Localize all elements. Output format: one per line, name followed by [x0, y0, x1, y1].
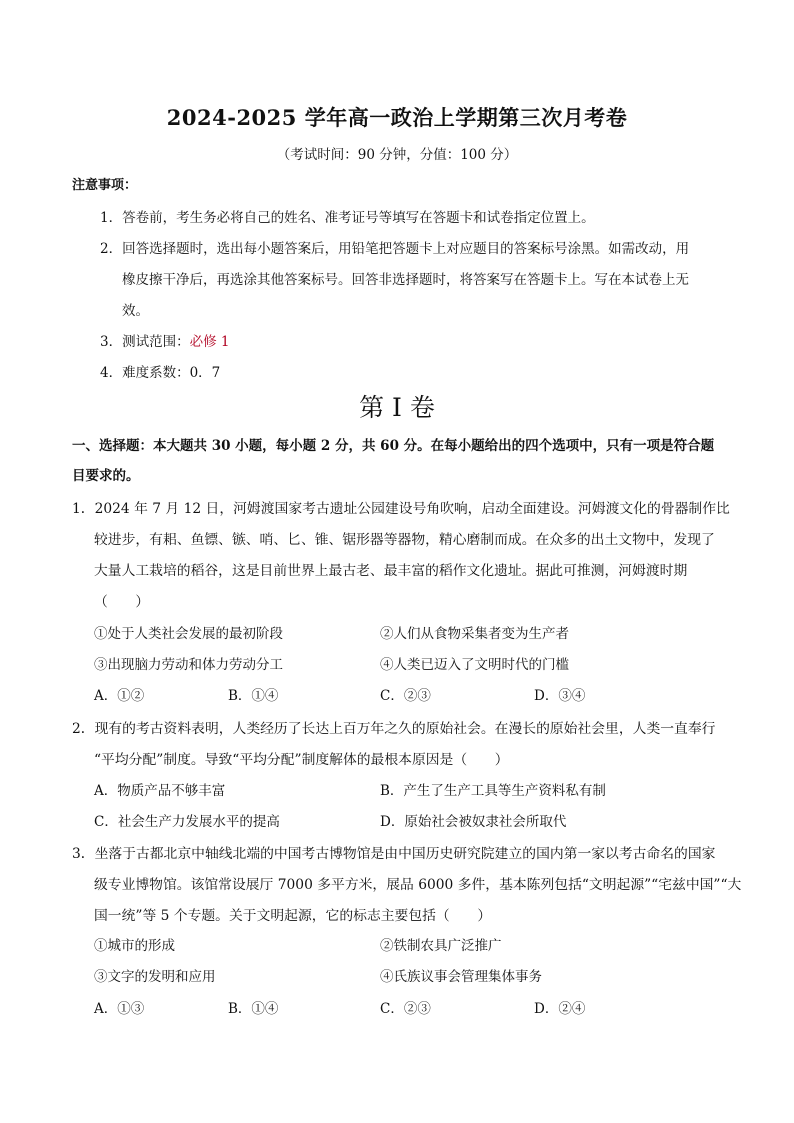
notice-prefix: 测试范围：: [122, 334, 190, 350]
statement-4: ④氏族议事会管理集体事务: [380, 969, 542, 985]
statement-3: ③文字的发明和应用: [94, 969, 216, 985]
question-1-answer-bracket: （ ）: [94, 594, 150, 610]
section-intro-line-2: 目要求的。: [72, 468, 140, 484]
notice-text-continued: 橡皮擦干净后，再选涂其他答案标号。回答非选择题时，将答案写在答题卡上。写在本试卷上无: [122, 272, 689, 288]
choice-c[interactable]: C．②③: [380, 1001, 431, 1017]
notice-num: 2．: [100, 241, 123, 257]
notice-item-3: [100, 330, 229, 350]
exam-title: 2024-2025 学年高一政治上学期第三次月考卷: [166, 105, 628, 130]
question-3-line-3: 国一统”等 5 个专题。关于文明起源，它的标志主要包括（ ）: [94, 908, 492, 924]
notice-item-4: [100, 361, 220, 381]
question-2-line-1: 2．现有的考古资料表明，人类经历了长达上百万年之久的原始社会。在漫长的原始社会里，人类一直奉行: [72, 721, 716, 737]
question-3-line-1: 3．坐落于古都北京中轴线北端的中国考古博物馆是由中国历史研究院建立的国内第一家以考古命名的国家: [72, 846, 716, 862]
notice-prefix: 难度系数：: [122, 365, 190, 381]
choice-b[interactable]: B．①④: [228, 688, 279, 704]
test-scope-value: 必修 1: [189, 334, 230, 350]
notice-num: 1．: [100, 210, 123, 226]
notice-text: 回答选择题时，选出每小题答案后，用铅笔把答题卡上对应题目的答案标号涂黑。如需改动，用: [122, 241, 690, 257]
choice-c[interactable]: C．社会生产力发展水平的提高: [94, 814, 280, 830]
choice-c[interactable]: C．②③: [380, 688, 431, 704]
question-1-line-3: 大量人工栽培的稻谷，这是目前世界上最古老、最丰富的稻作文化遗址。据此可推测，河姆渡时期: [94, 563, 688, 579]
notice-num: 3．: [100, 334, 123, 350]
choice-a[interactable]: A．物质产品不够丰富: [94, 783, 226, 799]
question-1-line-1: 1．2024 年 7 月 12 日，河姆渡国家考古遗址公园建设号角吹响，启动全面建设。河姆渡文化的骨器制作比: [72, 501, 730, 517]
choice-b[interactable]: B．产生了生产工具等生产资料私有制: [380, 783, 606, 799]
choice-d[interactable]: D．③④: [534, 688, 586, 704]
notice-item-1: [100, 206, 595, 226]
choice-a[interactable]: A．①②: [94, 688, 145, 704]
choice-d[interactable]: D．②④: [534, 1001, 586, 1017]
notice-text: 答卷前，考生务必将自己的姓名、准考证号等填写在答题卡和试卷指定位置上。: [122, 210, 595, 226]
statement-2: ②人们从食物采集者变为生产者: [380, 626, 569, 642]
choice-d[interactable]: D．原始社会被奴隶社会所取代: [380, 814, 567, 830]
question-2-line-2: “平均分配”制度。导致“平均分配”制度解体的最根本原因是（ ）: [94, 752, 509, 768]
difficulty-value: 0．7: [189, 365, 221, 381]
notice-item-2: [100, 237, 689, 257]
statement-3: ③出现脑力劳动和体力劳动分工: [94, 657, 283, 673]
question-3-line-2: 级专业博物馆。该馆常设展厅 7000 多平方米，展品 6000 多件，基本陈列包括“文明起源”“宅兹中国”“大: [94, 877, 742, 893]
exam-subtitle: （考试时间：90 分钟，分值：100 分）: [276, 147, 518, 163]
notice-heading: 注意事项：: [72, 178, 138, 193]
section-intro-line-1: 一、选择题：本大题共 30 小题，每小题 2 分，共 60 分。在每小题给出的四个选项中，只有一项是符合题: [72, 438, 715, 454]
choice-b[interactable]: B．①④: [228, 1001, 279, 1017]
statement-2: ②铁制农具广泛推广: [380, 938, 502, 954]
question-1-line-2: 较进步，有耜、鱼镖、镞、哨、匕、锥、锯形器等器物，精心磨制而成。在众多的出土文物中，发现了: [94, 532, 715, 548]
statement-1: ①城市的形成: [94, 938, 175, 954]
choice-a[interactable]: A．①③: [94, 1001, 145, 1017]
section-title: 第 I 卷: [359, 393, 435, 422]
notice-num: 4．: [100, 365, 123, 381]
notice-text-continued: 效。: [122, 303, 149, 319]
statement-1: ①处于人类社会发展的最初阶段: [94, 626, 283, 642]
statement-4: ④人类已迈入了文明时代的门槛: [380, 657, 569, 673]
